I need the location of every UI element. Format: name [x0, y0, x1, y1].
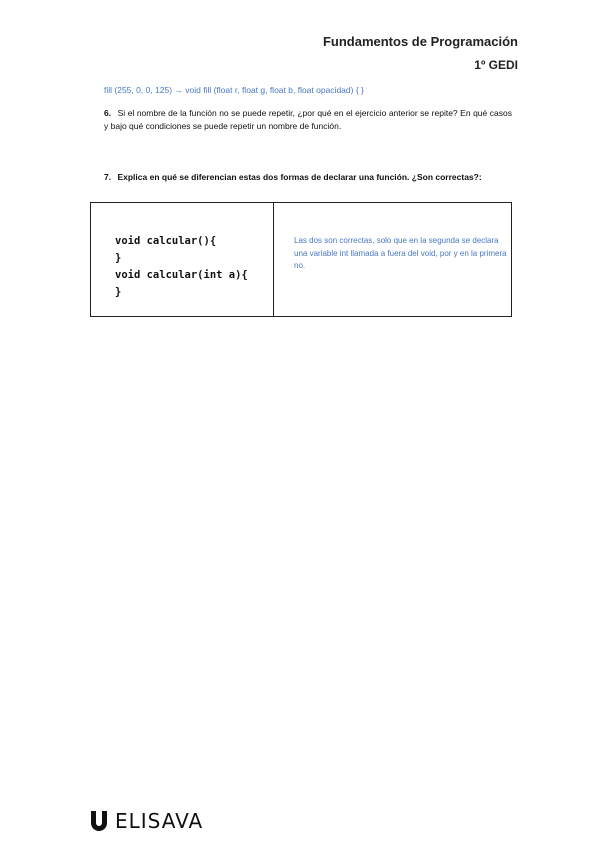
fill-signature-line: fill (255, 0, 0, 125) → void fill (float r, float g, float b, float opacidad) { }	[104, 85, 364, 95]
document-title: Fundamentos de Programación	[322, 34, 518, 49]
code-cell	[91, 203, 274, 316]
question-6-text: Si el nombre de la función no se puede repetir, ¿por qué en el ejercicio anterior se repite? En qué casos y bajo qué condiciones se puede repetir un nombre de función.	[104, 108, 512, 131]
code-line: }	[115, 252, 122, 264]
code-line: }	[115, 286, 122, 298]
elisava-logo	[90, 808, 203, 834]
question-6-number: 6.	[104, 108, 112, 118]
answer-cell: Las dos son correctas, solo que en la segunda se declara una variable int llamada a fuera del void, por y en la primera no.	[294, 236, 507, 270]
logo-text: ELISAVA	[115, 809, 204, 833]
question-7	[104, 171, 512, 183]
document-subtitle: 1º GEDI	[474, 58, 518, 72]
question-7-text: Explica en qué se diferencian estas dos formas de declarar una función. ¿Son correctas?:	[117, 172, 482, 182]
u-logo-icon	[90, 811, 108, 831]
code-line: void calcular(){	[115, 235, 217, 247]
code-line: void calcular(int a){	[115, 269, 248, 281]
question-7-number: 7.	[104, 172, 112, 182]
answer-table	[90, 202, 512, 317]
question-6	[104, 107, 512, 133]
